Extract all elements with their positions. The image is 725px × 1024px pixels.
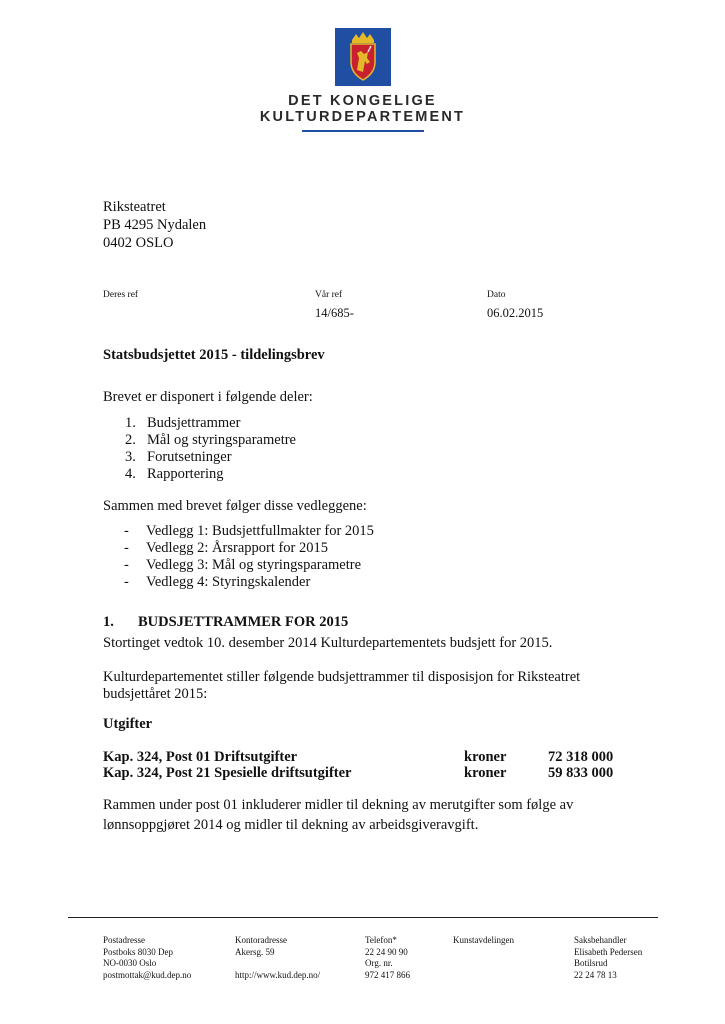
- section1-text2a: Kulturdepartementet stiller følgende budsjettrammer til disposisjon for Riksteatret: [103, 669, 581, 685]
- website-link[interactable]: http://www.kud.dep.no/: [235, 969, 321, 980]
- table-row: [0, 765, 725, 782]
- list-item: - Vedlegg 2: Årsrapport for 2015: [124, 540, 329, 556]
- subject-heading: Statsbudsjettet 2015 - tildelingsbrev: [103, 347, 325, 363]
- section1-text3a: Rammen under post 01 inkluderer midler til dekning av merutgifter som følge av: [103, 797, 574, 813]
- recipient-name: Riksteatret: [103, 199, 166, 215]
- section1-number: 1.: [103, 614, 114, 630]
- table-row: [0, 749, 725, 766]
- row-unit: kroner: [464, 765, 507, 781]
- recipient-address: [103, 198, 206, 252]
- row-amount: 72 318 000: [548, 749, 614, 765]
- deres-ref-label: Deres ref: [103, 290, 139, 300]
- letterhead: [0, 28, 725, 132]
- email-link[interactable]: postmottak@kud.dep.no: [103, 969, 192, 980]
- list-item: 2. Mål og styringsparametre: [125, 432, 296, 448]
- row-amount: 59 833 000: [548, 765, 614, 781]
- list-item: 3. Forutsetninger: [125, 449, 232, 465]
- coat-of-arms-icon: [335, 28, 391, 86]
- var-ref-label: Vår ref: [315, 290, 343, 300]
- utgifter-heading: Utgifter: [103, 716, 153, 732]
- footer-divider: [68, 917, 658, 918]
- dato-label: Dato: [487, 290, 506, 300]
- footer-avdeling: Kunstavdelingen: [453, 935, 514, 945]
- footer-postadresse: Postadresse Postboks 8030 Dep NO-0030 Oslo postmottak@kud.dep.no: [103, 935, 192, 980]
- attachments-list: [124, 523, 374, 591]
- section1-text1: Stortinget vedtok 10. desember 2014 Kulturdepartementets budsjett for 2015.: [103, 635, 553, 651]
- section1-text2b: budsjettåret 2015:: [103, 686, 208, 702]
- recipient-city: 0402 OSLO: [103, 235, 174, 251]
- row-unit: kroner: [464, 749, 507, 765]
- var-ref-value: 14/685-: [315, 306, 354, 320]
- footer-telefon: Telefon* 22 24 90 90 Org. nr. 972 417 866: [365, 935, 410, 980]
- intro-text: Brevet er disponert i følgende deler:: [103, 389, 313, 405]
- list-item: 1. Budsjettrammer: [125, 415, 241, 431]
- list-item: - Vedlegg 1: Budsjettfullmakter for 2015: [124, 523, 374, 539]
- list-item: 4. Rapportering: [125, 466, 224, 482]
- letterhead-rule: [302, 130, 424, 132]
- attachments-intro: Sammen med brevet følger disse vedleggene:: [103, 498, 367, 514]
- row-label: Kap. 324, Post 21 Spesielle driftsutgifter: [103, 765, 352, 781]
- section1-text3b: lønnsoppgjøret 2014 og midler til dekning av arbeidsgiveravgift.: [103, 817, 479, 833]
- letterhead-line1: DET KONGELIGE: [288, 93, 437, 109]
- section1-title: BUDSJETTRAMMER FOR 2015: [138, 614, 349, 630]
- footer-saksbehandler: Saksbehandler Elisabeth Pedersen Botilsrud 22 24 78 13: [574, 935, 643, 980]
- dato-value: 06.02.2015: [487, 306, 544, 320]
- letterhead-line2: KULTURDEPARTEMENT: [259, 109, 466, 125]
- recipient-street: PB 4295 Nydalen: [103, 217, 207, 233]
- list-item: - Vedlegg 3: Mål og styringsparametre: [124, 557, 362, 573]
- parts-list: [125, 415, 296, 483]
- list-item: - Vedlegg 4: Styringskalender: [124, 574, 311, 590]
- footer-kontoradresse: Kontoradresse Akersg. 59 http://www.kud.dep.no/: [235, 935, 321, 980]
- row-label: Kap. 324, Post 01 Driftsutgifter: [103, 749, 298, 765]
